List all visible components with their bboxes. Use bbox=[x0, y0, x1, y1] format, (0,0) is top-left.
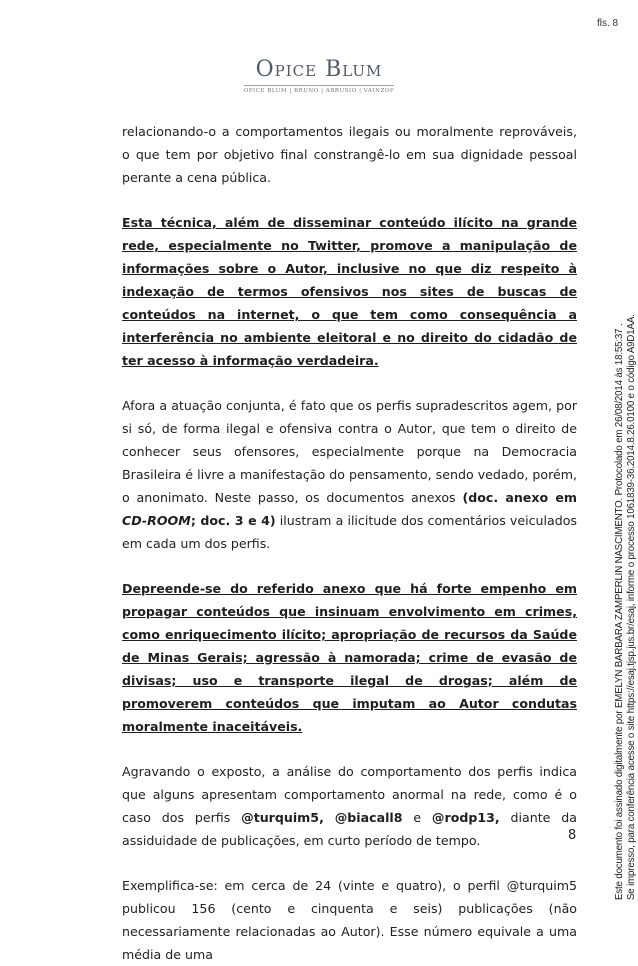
logo-subtitle: OPICE BLUM | BRUNO | ABRUSIO | VAINZOF bbox=[243, 88, 395, 94]
doc-reference-media: CD-ROOM bbox=[122, 513, 191, 528]
paragraph-5-sep-2: e bbox=[402, 810, 432, 825]
digital-signature-stamp bbox=[614, 40, 638, 900]
doc-reference-a: (doc. anexo em bbox=[462, 490, 577, 505]
signature-line-1: Este documento foi assinado digitalmente por EMELYN BARBARA ZAMPERLIN NASCIMENTO. Protocolado em 26/08/2014 às 18:55:37 . bbox=[614, 323, 625, 900]
paragraph-3 bbox=[122, 394, 577, 555]
paragraph-3-text-a: Afora a atuação conjunta, é fato que os perfis supradescritos agem, por si só, de forma ilegal e ofensiva contra o Autor, que tem o direito de conhecer seus ofensores, especialmente porque na Democracia Brasileira é livre a manifestação do pensamento, sendo vedado, porém, o anonimato. Neste passo, os documentos anexos bbox=[122, 398, 577, 505]
paragraph-2-emphasis: Esta técnica, além de disseminar conteúdo ilícito na grande rede, especialmente no Twitter, promove a manipulação de informações sobre o Autor, inclusive no que diz respeito à indexação de termos ofensivos nos sites de buscas de conteúdos na internet, o que tem como consequência a interferência no ambiente eleitoral e no direito do cidadão de ter acesso à informação verdadeira. bbox=[122, 215, 577, 368]
logo-divider bbox=[244, 85, 394, 86]
signature-line-2: Se impresso, para conferência acesse o site https://esaj.tjsp.jus.br/esaj, informe o processo 1061839-36.2014.8.26.0100 e o código A9D1AA. bbox=[626, 314, 637, 900]
doc-reference-b: ; doc. 3 e 4) bbox=[190, 513, 276, 528]
profile-handle-2: @biacall8 bbox=[334, 810, 403, 825]
logo-name: Opice Blum bbox=[255, 57, 383, 82]
paragraph-4-emphasis: Depreende-se do referido anexo que há forte empenho em propagar conteúdos que insinuam envolvimento em crimes, como enriquecimento ilícito; apropriação de recursos da Saúde de Minas Gerais; agressão à namorada; crime de evasão de divisas; uso e transporte ilegal de drogas; além de promoverem conteúdos que imputam ao Autor condutas moralmente inaceitáveis. bbox=[122, 581, 577, 734]
page-label: fls. 8 bbox=[597, 18, 619, 29]
firm-logo bbox=[0, 58, 638, 94]
profile-handle-1: @turquim5, bbox=[241, 810, 324, 825]
paragraph-5-sep-1 bbox=[324, 810, 335, 825]
paragraph-5-text-b: diante da assiduidade de publicações, em curto período de tempo. bbox=[122, 810, 577, 848]
paragraph-5 bbox=[122, 760, 577, 852]
paragraph-6: Exemplifica-se: em cerca de 24 (vinte e quatro), o perfil @turquim5 publicou 156 (cento e cinquenta e seis) publicações (não necessariamente relacionadas ao Autor). Esse número equivale a uma média de uma bbox=[122, 878, 577, 962]
profile-handle-3: @rodp13, bbox=[431, 810, 500, 825]
paragraph-1: relacionando-o a comportamentos ilegais ou moralmente reprováveis, o que tem por objetivo final constrangê-lo em sua dignidade pessoal perante a cena pública. bbox=[122, 124, 577, 185]
document-body bbox=[122, 120, 577, 966]
page-number: 8 bbox=[568, 828, 577, 843]
paragraph-5-text-a: Agravando o exposto, a análise do comportamento dos perfis indica que alguns apresentam comportamento anormal na rede, como é o caso dos perfis bbox=[122, 764, 577, 825]
paragraph-3-text-b: ilustram a ilicitude dos comentários veiculados em cada um dos perfis. bbox=[122, 513, 577, 551]
